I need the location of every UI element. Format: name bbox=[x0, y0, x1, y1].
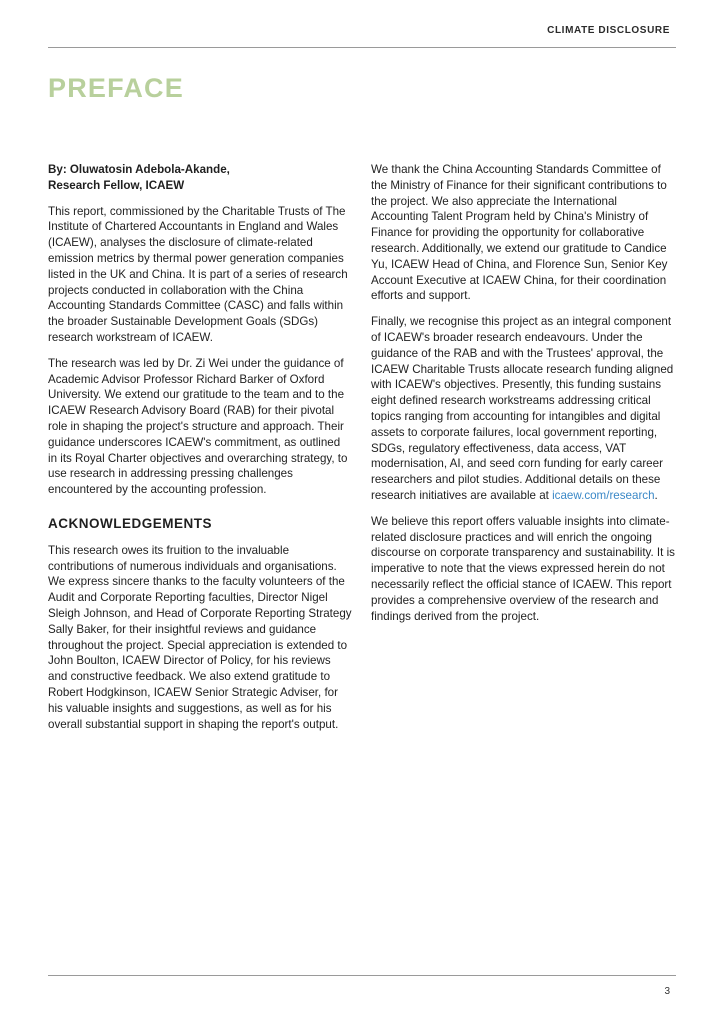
page-title: PREFACE bbox=[48, 73, 184, 103]
left-column bbox=[48, 162, 352, 742]
acknowledgements-paragraph: This research owes its fruition to the invaluable contributions of numerous individuals and organisations. We express sincere thanks to the faculty volunteers of the Audit and Corporate Reporting faculties, Director Nigel Sleigh Johnson, and Head of Corporate Reporting Strategy Sally Baker, for their insightful reviews and guidance throughout the project. Special appreciation is extended to John Boulton, ICAEW Director of Policy, for his reviews and constructive feedback. We also extend gratitude to Robert Hodgkinson, ICAEW Senior Strategic Adviser, for his valuable insights and suggestions, as well as for his overall substantial support in shaping the report's output. bbox=[48, 543, 352, 731]
conclusion-paragraph: We believe this report offers valuable insights into climate-related disclosure practices and will enrich the ongoing discourse on corporate transparency and sustainability. It is imperative to note that the views expressed herein do not necessarily reflect the official stance of ICAEW. This report provides a comprehensive overview of the research and findings derived from the project. bbox=[371, 514, 675, 623]
right-column bbox=[371, 162, 675, 634]
research-lead-paragraph: The research was led by Dr. Zi Wei under the guidance of Academic Advisor Professor Richard Barker of Oxford University. We extend our gratitude to the team and to the ICAEW Research Advisory Board (RAB) for their pivotal role in shaping the project's structure and approach. Their guidance underscores ICAEW's commitment, as outlined in its Royal Charter objectives and overarching strategy, to use research in addressing pressing challenges encountered by the accounting profession. bbox=[48, 356, 348, 497]
author-byline bbox=[48, 162, 352, 194]
footer-divider bbox=[48, 975, 676, 976]
research-funding-text: Finally, we recognise this project as an integral component of ICAEW's broader research endeavours. Under the guidance of the RAB and with the Trustees' approval, the ICAEW Charitable Trusts allocate research funding aligned with ICAEW's objectives. Presently, this funding sustains eight defined research workstreams addressing critical topics ranging from accounting for intangibles and digital assets to corporate failures, local government reporting, SDGs, regulatory effectiveness, data access, VAT modernisation, AI, and seed corn funding for early career researchers and pilot studies. Additional details on these research initiatives are available at bbox=[371, 315, 674, 502]
running-header: CLIMATE DISCLOSURE bbox=[547, 25, 670, 36]
header-divider bbox=[48, 47, 676, 48]
author-role: Research Fellow, ICAEW bbox=[48, 178, 185, 192]
research-link[interactable]: icaew.com/research bbox=[552, 488, 655, 502]
intro-paragraph: This report, commissioned by the Charitable Trusts of The Institute of Chartered Accountants in England and Wales (ICAEW), analyses the disclosure of climate-related emission metrics by thermal power generation companies listed in the UK and China. It is part of a series of research projects conducted in collaboration with the China Accounting Standards Committee (CASC) and falls within the broader Sustainable Development Goals (SDGs) research workstream of ICAEW. bbox=[48, 204, 348, 344]
research-funding-end: . bbox=[654, 488, 658, 502]
page-number: 3 bbox=[664, 986, 670, 997]
acknowledgements-heading: ACKNOWLEDGEMENTS bbox=[48, 515, 212, 531]
research-funding-paragraph bbox=[371, 314, 675, 504]
author-name: By: Oluwatosin Adebola-Akande, bbox=[48, 163, 230, 176]
thanks-paragraph: We thank the China Accounting Standards Committee of the Ministry of Finance for their significant contributions to the project. We also appreciate the International Accounting Talent Program held by China's Ministry of Finance for providing the opportunity for collaborative research. Additionally, we extend our gratitude to Candice Yu, ICAEW Head of China, and Florence Sun, Senior Key Account Executive at ICAEW China, for their coordination efforts and support. bbox=[371, 163, 668, 303]
